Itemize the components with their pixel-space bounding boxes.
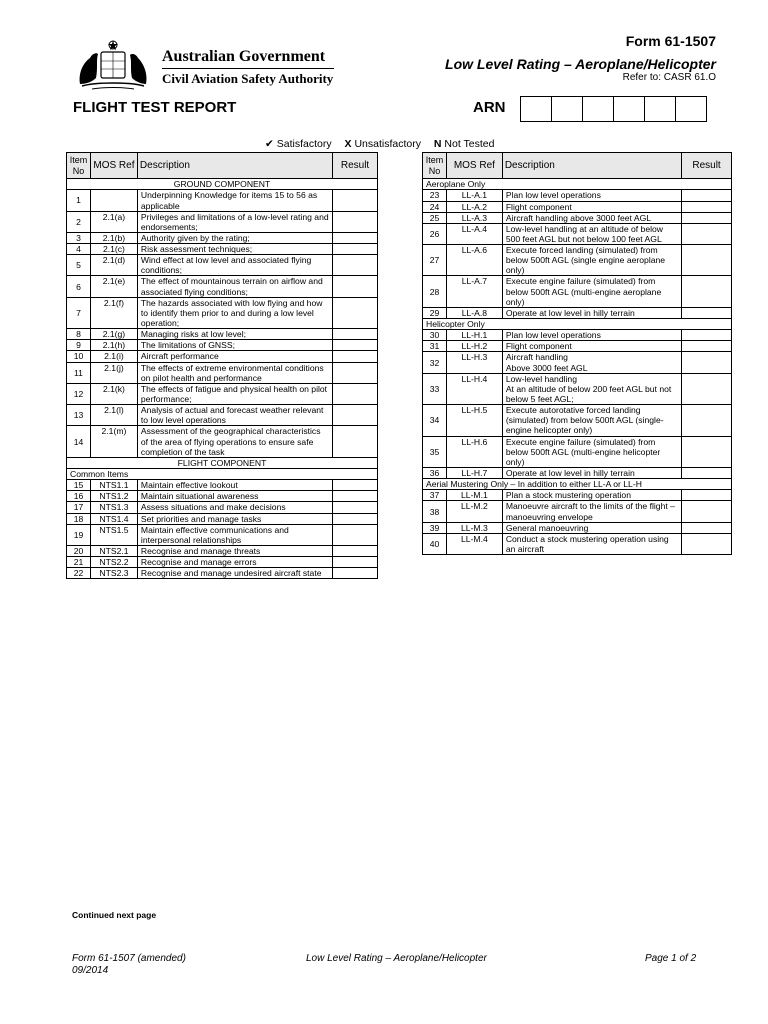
item-number: 16 [67,491,91,502]
form-number: Form 61-1507 [625,33,716,49]
mos-ref: 2.1(e) [90,276,137,297]
item-description: Assess situations and make decisions [137,502,332,513]
mos-ref: LL-A.3 [446,212,502,223]
result-legend [265,138,494,150]
table-row [423,373,732,404]
mos-ref-header: MOS Ref [90,153,137,179]
agency-name: Civil Aviation Safety Authority [162,71,334,86]
ground-flight-table [66,152,378,579]
item-description: Flight component [502,341,681,352]
mos-ref-header: MOS Ref [446,153,502,179]
item-number: 33 [423,373,447,404]
item-description: Plan low level operations [502,190,681,201]
mos-ref: NTS1.4 [90,513,137,524]
item-description: General manoeuvring [502,522,681,533]
table-row [423,341,732,352]
aeroplane-only-heading-label: Aeroplane Only [423,179,732,190]
item-number: 15 [67,480,91,491]
item-description: Flight component [502,201,681,212]
item-number: 7 [67,297,91,328]
item-number: 1 [67,190,91,211]
item-description: The effects of fatigue and physical health on pilot performance; [137,383,332,404]
helicopter-only-heading-label: Helicopter Only [423,319,732,330]
table-row [67,405,378,426]
item-number: 13 [67,405,91,426]
item-description: Privileges and limitations of a low-level rating and endorsements; [137,211,332,232]
item-description: Wind effect at low level and associated flying conditions; [137,255,332,276]
result-cell[interactable] [682,190,732,201]
result-cell[interactable] [333,190,378,211]
flight-component-heading-label: FLIGHT COMPONENT [67,457,378,468]
table-row [423,490,732,501]
common-items-heading-label: Common Items [67,469,378,480]
item-description: Conduct a stock mustering operation using an aircraft [502,533,681,554]
table-row [423,223,732,244]
table-row [67,190,378,211]
mos-ref [90,190,137,211]
table-row [67,491,378,502]
description-header: Description [502,153,681,179]
divider [162,68,334,69]
continued-note: Continued next page [72,910,157,920]
table-row [423,245,732,276]
item-number: 29 [423,307,447,318]
mos-ref: LL-A.8 [446,307,502,318]
mos-ref: 2.1(a) [90,211,137,232]
item-description: Underpinning Knowledge for items 15 to 56 as applicable [137,190,332,211]
result-cell[interactable] [682,330,732,341]
result-cell[interactable] [333,244,378,255]
table-row [67,502,378,513]
arn-digit-box[interactable] [614,96,645,122]
result-cell[interactable] [333,491,378,502]
arn-digit-box[interactable] [520,96,552,122]
item-number: 4 [67,244,91,255]
flight-component-heading [67,457,378,468]
item-number: 37 [423,490,447,501]
table-row [423,533,732,554]
item-number: 24 [423,201,447,212]
item-description: The limitations of GNSS; [137,340,332,351]
mos-ref: LL-M.4 [446,533,502,554]
item-number: 10 [67,351,91,362]
result-cell[interactable] [682,373,732,404]
table-row [67,546,378,557]
legend-n-symbol: N [433,138,442,150]
item-number: 3 [67,232,91,243]
table-row [423,405,732,436]
item-description: Assessment of the geographical characteristics of the area of flying operations to ensure safe completion of the task [137,426,332,457]
aerial-mustering-heading [423,479,732,490]
item-description: Recognise and manage errors [137,557,332,568]
refer-to: Refer to: CASR 61.O [622,72,716,83]
item-description: The hazards associated with low flying and how to identify them prior to and during a low level operation; [137,297,332,328]
result-cell[interactable] [682,307,732,318]
tick-icon: ✔ [265,138,274,150]
item-description: Execute engine failure (simulated) from below 500ft AGL (multi-engine helicopter only) [502,436,681,467]
item-description: Recognise and manage undesired aircraft state [137,568,332,579]
table-row [423,330,732,341]
item-number: 34 [423,405,447,436]
item-number: 23 [423,190,447,201]
result-cell[interactable] [682,490,732,501]
arn-label: ARN [473,99,506,116]
item-description: Plan low level operations [502,330,681,341]
mos-ref: NTS1.1 [90,480,137,491]
mos-ref: 2.1(h) [90,340,137,351]
item-description: Low-level handling at an altitude of below 500 feet AGL but not below 100 feet AGL [502,223,681,244]
table-row [423,212,732,223]
item-number: 35 [423,436,447,467]
item-number: 2 [67,211,91,232]
item-description: Aircraft handling above 3000 feet AGL [502,212,681,223]
item-number: 28 [423,276,447,307]
result-cell[interactable] [682,533,732,554]
arn-digit-box[interactable] [552,96,583,122]
result-cell[interactable] [333,405,378,426]
table-header-row [423,153,732,179]
table-row [67,211,378,232]
item-description: Low-level handling At an altitude of below 200 feet AGL but not below 5 feet AGL; [502,373,681,404]
result-cell[interactable] [682,223,732,244]
table-row [67,340,378,351]
item-number: 21 [67,557,91,568]
result-cell[interactable] [333,297,378,328]
item-number: 11 [67,362,91,383]
table-row [423,522,732,533]
item-description: Authority given by the rating; [137,232,332,243]
mos-ref: 2.1(l) [90,405,137,426]
result-header: Result [333,153,378,179]
result-cell[interactable] [333,568,378,579]
table-row [67,329,378,340]
arn-digit-box[interactable] [676,96,707,122]
result-cell[interactable] [333,513,378,524]
aircraft-specific-table [422,152,732,555]
table-row [67,383,378,404]
table-row [67,568,378,579]
table-row [423,501,732,522]
mos-ref: LL-H.4 [446,373,502,404]
result-cell[interactable] [682,341,732,352]
item-description: Maintain situational awareness [137,491,332,502]
footer-form-number: Form 61-1507 (amended) [72,953,186,964]
result-cell[interactable] [333,426,378,457]
table-header-row [67,153,378,179]
item-description: Managing risks at low level; [137,329,332,340]
mos-ref: 2.1(f) [90,297,137,328]
result-cell[interactable] [333,362,378,383]
helicopter-only-heading [423,319,732,330]
mos-ref: NTS1.3 [90,502,137,513]
coat-of-arms-logo [72,38,154,92]
legend-satisfactory: Satisfactory [276,138,332,150]
table-row [423,276,732,307]
table-row [67,480,378,491]
table-row [67,426,378,457]
table-row [67,244,378,255]
footer-page-number: Page 1 of 2 [645,953,697,964]
item-number: 40 [423,533,447,554]
mos-ref: LL-A.7 [446,276,502,307]
result-cell[interactable] [333,502,378,513]
mos-ref: LL-M.3 [446,522,502,533]
result-cell[interactable] [682,212,732,223]
item-number: 26 [423,223,447,244]
table-row [67,524,378,545]
mos-ref: NTS2.1 [90,546,137,557]
item-no-header: Item No [423,153,447,179]
mos-ref: LL-H.5 [446,405,502,436]
item-number: 9 [67,340,91,351]
mos-ref: LL-H.7 [446,468,502,479]
table-row [67,276,378,297]
result-cell[interactable] [682,522,732,533]
mos-ref: 2.1(d) [90,255,137,276]
item-number: 6 [67,276,91,297]
mos-ref: LL-A.6 [446,245,502,276]
mos-ref: 2.1(g) [90,329,137,340]
result-cell[interactable] [682,352,732,373]
arn-digit-box[interactable] [583,96,614,122]
item-number: 5 [67,255,91,276]
result-cell[interactable] [333,329,378,340]
result-cell[interactable] [333,211,378,232]
mos-ref: 2.1(b) [90,232,137,243]
item-number: 22 [67,568,91,579]
aeroplane-only-heading [423,179,732,190]
item-number: 30 [423,330,447,341]
common-items-heading [67,469,378,480]
item-number: 17 [67,502,91,513]
table-row [67,513,378,524]
result-cell[interactable] [333,524,378,545]
mos-ref: LL-M.1 [446,490,502,501]
item-number: 8 [67,329,91,340]
item-description: Manoeuvre aircraft to the limits of the flight – manoeuvring envelope [502,501,681,522]
item-description: The effect of mountainous terrain on airflow and associated flying conditions; [137,276,332,297]
ground-component-heading [67,179,378,190]
result-header: Result [682,153,732,179]
item-no-header: Item No [67,153,91,179]
mos-ref: LL-A.2 [446,201,502,212]
item-description: Operate at low level in hilly terrain [502,307,681,318]
aerial-mustering-heading-label: Aerial Mustering Only – In addition to either LL-A or LL-H [423,479,732,490]
item-number: 36 [423,468,447,479]
legend-unsatisfactory: Unsatisfactory [354,138,421,150]
item-description: Operate at low level in hilly terrain [502,468,681,479]
item-description: Execute engine failure (simulated) from below 500ft AGL (multi-engine aeroplane only) [502,276,681,307]
item-description: Aircraft performance [137,351,332,362]
mos-ref: LL-M.2 [446,501,502,522]
item-description: Aircraft handling Above 3000 feet AGL [502,352,681,373]
result-cell[interactable] [682,276,732,307]
mos-ref: 2.1(c) [90,244,137,255]
item-description: Set priorities and manage tasks [137,513,332,524]
table-row [423,468,732,479]
item-number: 12 [67,383,91,404]
result-cell[interactable] [682,501,732,522]
result-cell[interactable] [682,468,732,479]
item-description: Execute forced landing (simulated) from below 500ft AGL (single engine aeroplane only) [502,245,681,276]
mos-ref: NTS2.3 [90,568,137,579]
page-title: FLIGHT TEST REPORT [73,99,237,116]
item-number: 27 [423,245,447,276]
government-name: Australian Government [162,48,326,65]
item-description: Maintain effective lookout [137,480,332,491]
mos-ref: LL-H.2 [446,341,502,352]
mos-ref: NTS1.5 [90,524,137,545]
mos-ref: 2.1(k) [90,383,137,404]
arn-digit-box[interactable] [645,96,676,122]
item-description: Analysis of actual and forecast weather relevant to low level operations [137,405,332,426]
legend-x-symbol: X [344,138,352,150]
mos-ref: NTS1.2 [90,491,137,502]
item-number: 38 [423,501,447,522]
table-row [423,352,732,373]
item-number: 20 [67,546,91,557]
mos-ref: NTS2.2 [90,557,137,568]
table-row [67,255,378,276]
result-cell[interactable] [333,383,378,404]
mos-ref: 2.1(i) [90,351,137,362]
result-cell[interactable] [333,351,378,362]
result-cell[interactable] [333,546,378,557]
table-row [423,201,732,212]
footer-title: Low Level Rating – Aeroplane/Helicopter [306,953,487,964]
table-row [67,351,378,362]
table-row [423,190,732,201]
mos-ref: 2.1(m) [90,426,137,457]
legend-not-tested: Not Tested [444,138,495,150]
description-header: Description [137,153,332,179]
item-number: 18 [67,513,91,524]
item-number: 19 [67,524,91,545]
result-cell[interactable] [682,201,732,212]
table-row [67,557,378,568]
result-cell[interactable] [333,557,378,568]
result-cell[interactable] [333,340,378,351]
table-row [423,436,732,467]
item-number: 31 [423,341,447,352]
item-description: Risk assessment techniques; [137,244,332,255]
item-description: Maintain effective communications and interpersonal relationships [137,524,332,545]
mos-ref: LL-H.6 [446,436,502,467]
item-number: 25 [423,212,447,223]
table-row [67,362,378,383]
result-cell[interactable] [682,436,732,467]
item-number: 39 [423,522,447,533]
item-description: Recognise and manage threats [137,546,332,557]
item-number: 32 [423,352,447,373]
mos-ref: LL-A.4 [446,223,502,244]
ground-component-heading-label: GROUND COMPONENT [67,179,378,190]
result-cell[interactable] [333,480,378,491]
item-description: The effects of extreme environmental conditions on pilot health and performance [137,362,332,383]
result-cell[interactable] [333,232,378,243]
mos-ref: 2.1(j) [90,362,137,383]
table-row [423,307,732,318]
item-description: Execute autorotative forced landing (simulated) from below 500ft AGL (single-engine helicopter only) [502,405,681,436]
table-row [67,232,378,243]
item-number: 14 [67,426,91,457]
table-row [67,297,378,328]
arn-input-boxes[interactable] [520,96,707,122]
result-cell[interactable] [682,245,732,276]
mos-ref: LL-H.3 [446,352,502,373]
footer-date: 09/2014 [72,965,109,976]
item-description: Plan a stock mustering operation [502,490,681,501]
rating-title: Low Level Rating – Aeroplane/Helicopter [445,56,716,72]
result-cell[interactable] [333,276,378,297]
mos-ref: LL-H.1 [446,330,502,341]
result-cell[interactable] [682,405,732,436]
mos-ref: LL-A.1 [446,190,502,201]
result-cell[interactable] [333,255,378,276]
